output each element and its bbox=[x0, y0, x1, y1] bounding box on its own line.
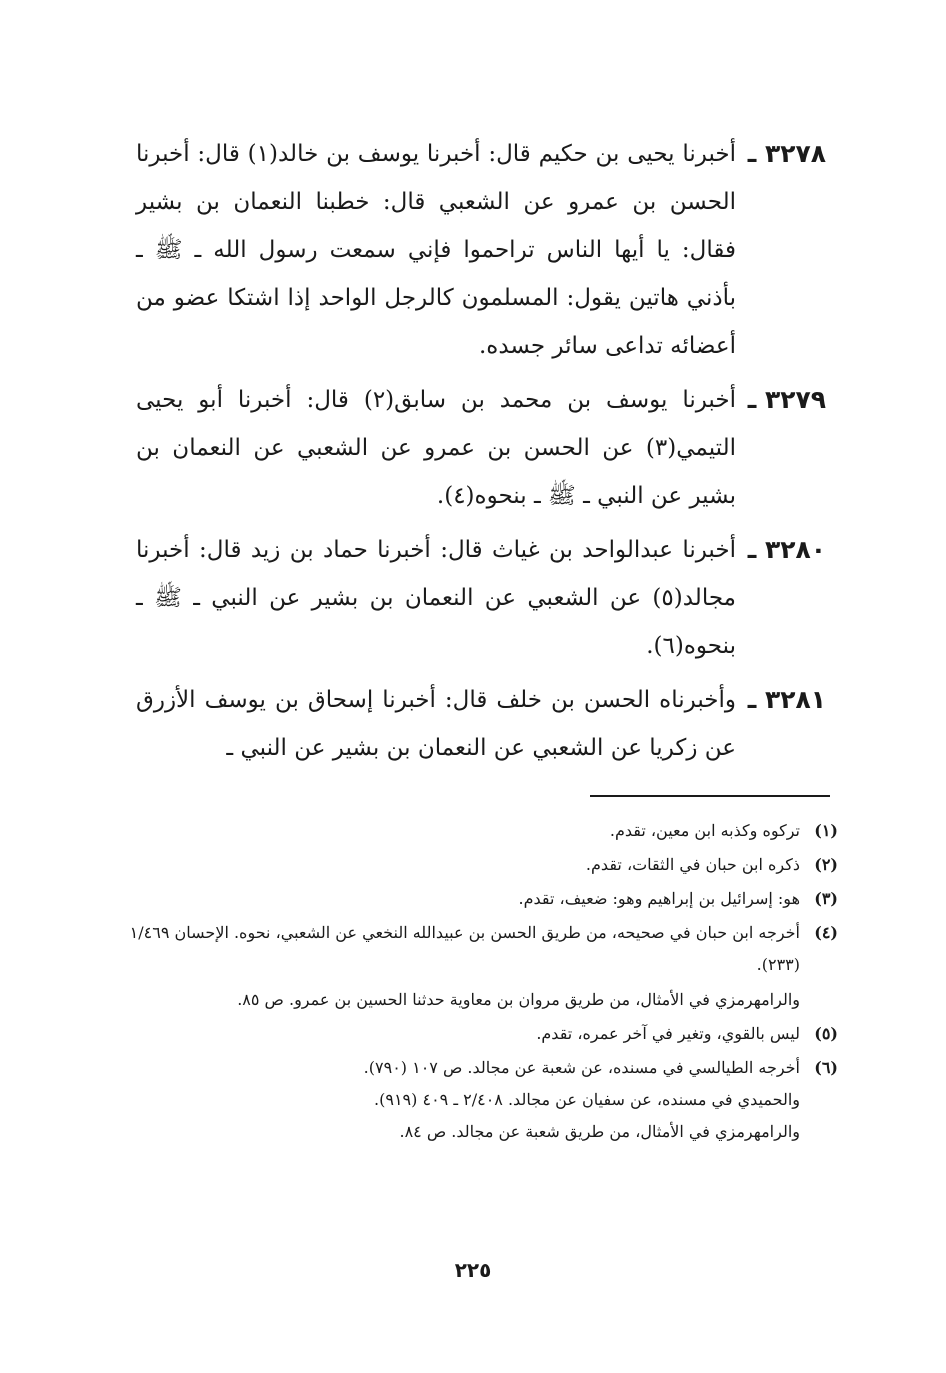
footnote-text: أخرجه ابن حبان في صحيحه، من طريق الحسن بن عبيدالله النخعي عن الشعبي، نحوه. الإحسان ١/٤٦٩ (٢٣٣). bbox=[129, 923, 800, 974]
main-text bbox=[136, 130, 826, 778]
hadith-entry bbox=[136, 376, 826, 520]
hadith-number: ٣٢٧٨ ـ bbox=[747, 139, 826, 168]
footnote-separator bbox=[590, 795, 830, 797]
footnote-text: هو: إسرائيل بن إبراهيم وهو: ضعيف، تقدم. bbox=[518, 889, 800, 908]
footnote-number: (٥) bbox=[814, 1024, 838, 1043]
footnote-text: ليس بالقوي، وتغير في آخر عمره، تقدم. bbox=[536, 1024, 800, 1043]
footnote-number: (٢) bbox=[814, 855, 838, 874]
hadith-text: وأخبرناه الحسن بن خلف قال: أخبرنا إسحاق بن يوسف الأزرق عن زكريا عن الشعبي عن النعمان بن بشير عن النبي ـ bbox=[136, 687, 736, 761]
footnote-number: (٣) bbox=[814, 889, 838, 908]
hadith-text: أخبرنا عبدالواحد بن غياث قال: أخبرنا حماد بن زيد قال: أخبرنا مجالد(٥) عن الشعبي عن النعمان بن بشير عن النبي ـ ﷺ ـ بنحوه(٦). bbox=[136, 537, 736, 659]
footnote-number: (٤) bbox=[814, 923, 838, 942]
footnote bbox=[108, 917, 838, 1016]
footnote-text: والرامهرمزي في الأمثال، من طريق مروان بن معاوية حدثنا الحسين بن عمرو. ص ٨٥. bbox=[237, 990, 800, 1009]
hadith-text: أخبرنا يوسف بن محمد بن سابق(٢) قال: أخبرنا أبو يحيى التيمي(٣) عن الحسن بن عمرو عن الشعبي عن النعمان بن بشير عن النبي ـ ﷺ ـ بنحوه(٤). bbox=[136, 387, 736, 509]
page-number: ٢٢٥ bbox=[454, 1258, 492, 1282]
hadith-entry bbox=[136, 526, 826, 670]
footnote-text: ذكره ابن حبان في الثقات، تقدم. bbox=[585, 855, 800, 874]
footnote-text: والحميدي في مسنده، عن سفيان عن مجالد. ٢/٤٠٨ ـ ٤٠٩ (٩١٩). bbox=[374, 1090, 800, 1109]
hadith-text: أخبرنا يحيى بن حكيم قال: أخبرنا يوسف بن خالد(١) قال: أخبرنا الحسن بن عمرو عن الشعبي قال: خطبنا النعمان بن بشير فقال: يا أيها الناس تراحموا فإني سمعت رسول الله ـ ﷺ ـ بأذني هاتين يقول: المسلمون كالرجل الواحد إذا اشتكا عضو من أعضائه تداعى سائر جسده. bbox=[136, 141, 736, 359]
hadith-number: ٣٢٨١ ـ bbox=[747, 685, 826, 714]
footnote bbox=[108, 849, 838, 881]
footnotes bbox=[108, 815, 838, 1150]
hadith-number: ٣٢٨٠ ـ bbox=[747, 535, 826, 564]
footnote bbox=[108, 1018, 838, 1050]
footnote-number: (١) bbox=[814, 821, 838, 840]
footnote bbox=[108, 815, 838, 847]
footnote bbox=[108, 883, 838, 915]
footnote bbox=[108, 1052, 838, 1148]
footnote-number: (٦) bbox=[814, 1058, 838, 1077]
footnote-text: تركوه وكذبه ابن معين، تقدم. bbox=[609, 821, 800, 840]
footnote-text: أخرجه الطيالسي في مسنده، عن شعبة عن مجالد. ص ١٠٧ (٧٩٠). bbox=[363, 1058, 800, 1077]
hadith-entry bbox=[136, 676, 826, 772]
footnote-text: والرامهرمزي في الأمثال، من طريق شعبة عن مجالد. ص ٨٤. bbox=[399, 1122, 800, 1141]
hadith-entry bbox=[136, 130, 826, 370]
hadith-number: ٣٢٧٩ ـ bbox=[747, 385, 826, 414]
